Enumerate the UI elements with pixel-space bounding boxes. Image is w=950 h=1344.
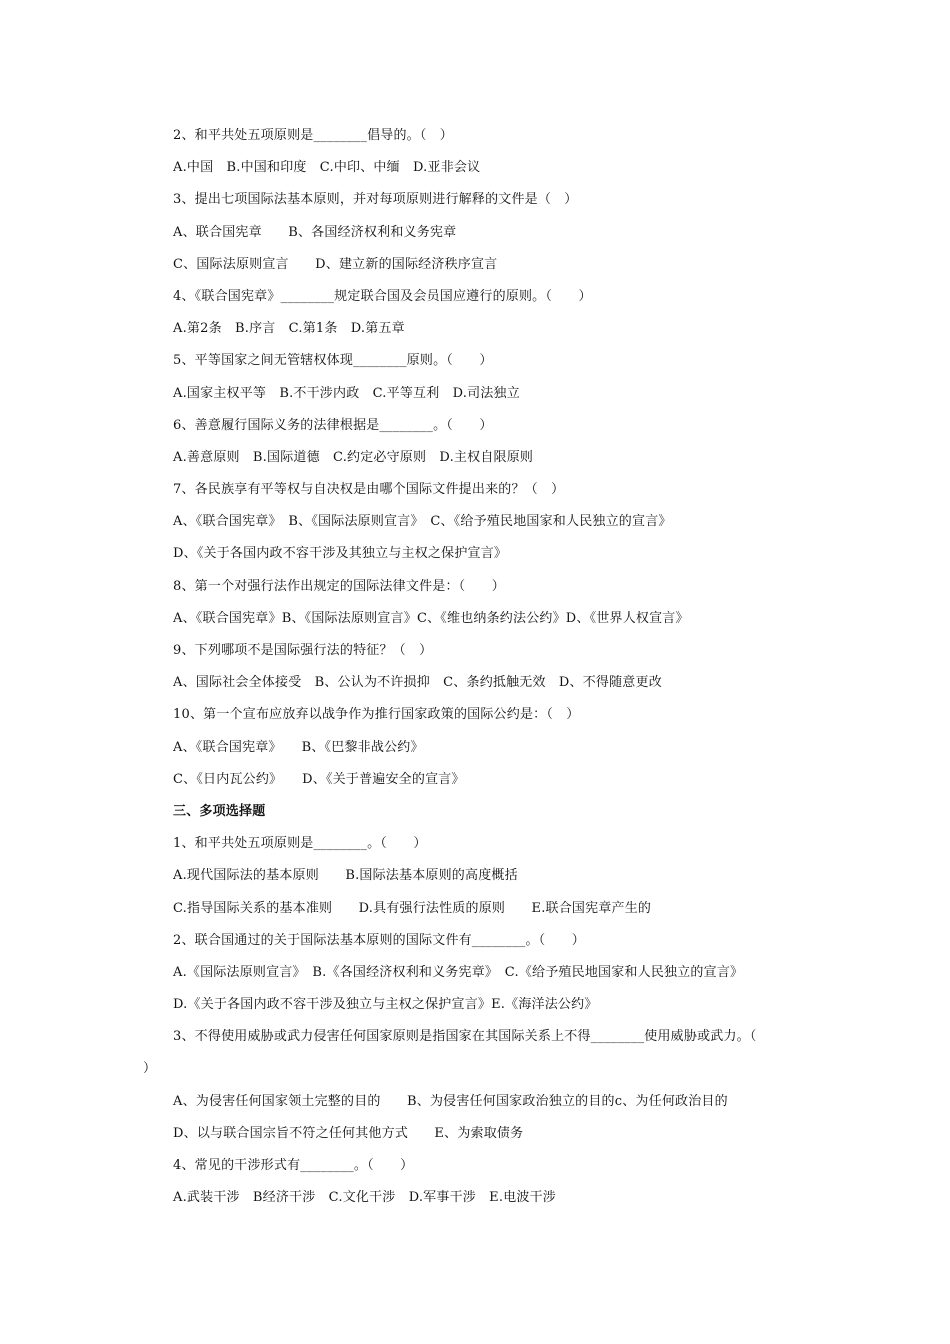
options-line: C.指导国际关系的基本准则 D.具有强行法性质的原则 E.联合国宪章产生的 [173, 900, 652, 916]
question-line: 2、联合国通过的关于国际法基本原则的国际文件有________。（ ） [173, 932, 585, 948]
options-line: A、《联合国宪章》 B、《国际法原则宣言》 C、《给予殖民地国家和人民独立的宣言》 [173, 514, 672, 530]
question-line: 4、《联合国宪章》________规定联合国及会员国应遵行的原则。（ ） [173, 288, 592, 304]
question-line: 8、第一个对强行法作出规定的国际法律文件是：（ ） [173, 578, 505, 594]
question-line: 10、第一个宣布应放弃以战争作为推行国家政策的国际公约是：（ ） [173, 707, 580, 723]
section-heading: 三、多项选择题 [173, 803, 266, 819]
question-line: 1、和平共处五项原则是________。（ ） [173, 836, 427, 852]
options-line: A.现代国际法的基本原则 B.国际法基本原则的高度概括 [173, 868, 518, 884]
options-line: A、国际社会全体接受 B、公认为不许损抑 C、条约抵触无效 D、不得随意更改 [173, 675, 662, 691]
options-line: A.第2条 B.序言 C.第1条 D.第五章 [173, 321, 405, 337]
options-line: A.《国际法原则宣言》 B.《各国经济权利和义务宪章》 C.《给予殖民地国家和人民独立的宣言》 [173, 964, 744, 980]
options-line: A、《联合国宪章》B、《国际法原则宣言》C、《维也纳条约法公约》D、《世界人权宣言》 [173, 610, 689, 626]
question-line: 9、下列哪项不是国际强行法的特征？（ ） [173, 643, 433, 658]
question-line: 3、提出七项国际法基本原则，并对每项原则进行解释的文件是（ ） [173, 192, 578, 208]
options-line: A.中国 B.中国和印度 C.中印、中缅 D.亚非会议 [173, 160, 481, 176]
options-line: A.国家主权平等 B.不干涉内政 C.平等互利 D.司法独立 [173, 385, 520, 401]
options-line: A、联合国宪章 B、各国经济权利和义务宪章 [173, 224, 457, 240]
options-line: C、《日内瓦公约》 D、《关于普遍安全的宣言》 [173, 771, 465, 787]
question-line: 3、不得使用威胁或武力侵害任何国家原则是指国家在其国际关系上不得________使用威胁或武力。（ [173, 1029, 757, 1045]
options-line: A、为侵害任何国家领土完整的目的 B、为侵害任何国家政治独立的目的c、为任何政治目的 [173, 1093, 728, 1109]
question-line-continuation: ） [143, 1061, 157, 1077]
options-line: A、《联合国宪章》 B、《巴黎非战公约》 [173, 739, 424, 755]
options-line: D、《关于各国内政不容干涉及其独立与主权之保护宣言》 [173, 546, 508, 562]
question-line: 6、善意履行国际义务的法律根据是________。（ ） [173, 417, 493, 433]
question-line: 5、平等国家之间无管辖权体现________原则。（ ） [173, 353, 493, 369]
question-list [143, 125, 823, 1219]
options-line: D、以与联合国宗旨不符之任何其他方式 E、为索取债务 [173, 1125, 524, 1141]
question-line: 7、各民族享有平等权与自决权是由哪个国际文件提出来的？（ ） [173, 482, 565, 498]
question-line: 2、和平共处五项原则是________倡导的。（ ） [173, 128, 453, 143]
options-line: A.武装干涉 B经济干涉 C.文化干涉 D.军事干涉 E.电波干涉 [173, 1190, 557, 1206]
options-line: A.善意原则 B.国际道德 C.约定必守原则 D.主权自限原则 [173, 449, 534, 465]
options-line: C、国际法原则宣言 D、建立新的国际经济秩序宣言 [173, 256, 498, 272]
question-line: 4、常见的干涉形式有________。（ ） [173, 1158, 414, 1173]
options-line: D.《关于各国内政不容干涉及独立与主权之保护宣言》E.《海洋法公约》 [173, 997, 598, 1013]
